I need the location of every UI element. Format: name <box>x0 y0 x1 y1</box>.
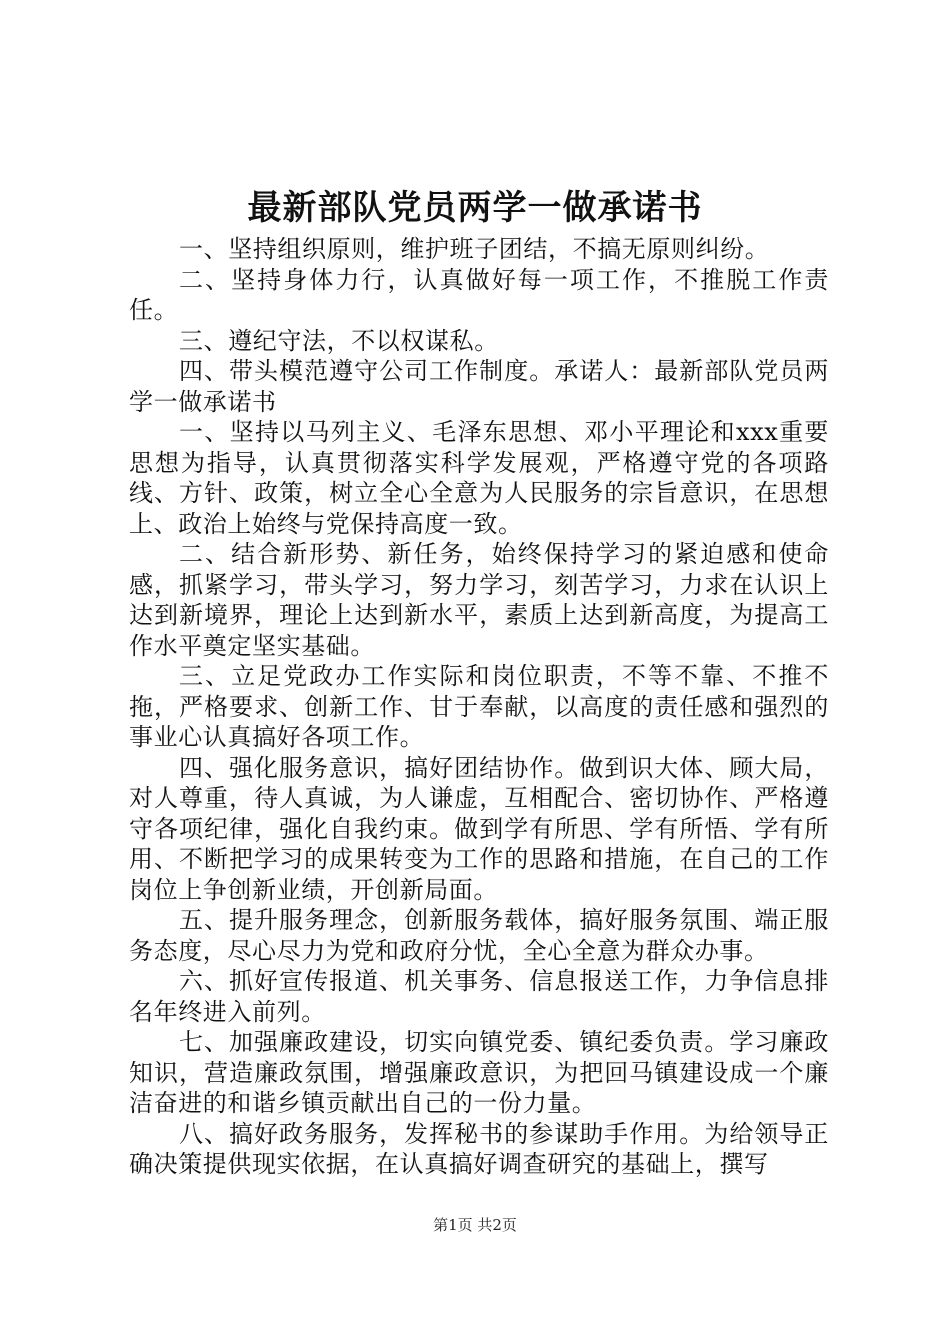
paragraph: 七、加强廉政建设，切实向镇党委、镇纪委负责。学习廉政知识，营造廉政氛围，增强廉政意识，为把回马镇建设成一个廉洁奋进的和谐乡镇贡献出自己的一份力量。 <box>129 1028 829 1117</box>
paragraph: 八、搞好政务服务，发挥秘书的参谋助手作用。为给领导正确决策提供现实依据，在认真搞好调查研究的基础上，撰写 <box>129 1119 829 1178</box>
document-title: 最新部队党员两学一做承诺书 <box>247 188 703 228</box>
paragraph: 二、结合新形势、新任务，始终保持学习的紧迫感和使命感，抓紧学习，带头学习，努力学习，刻苦学习，力求在认识上达到新境界，理论上达到新水平，素质上达到新高度，为提高工作水平奠定坚实基础。 <box>129 540 829 660</box>
paragraph: 三、遵纪守法，不以权谋私。 <box>179 326 499 355</box>
page-footer: 第1页 共2页 <box>433 1216 517 1234</box>
paragraph: 四、带头模范遵守公司工作制度。承诺人：最新部队党员两学一做承诺书 <box>129 357 829 416</box>
document-body <box>129 234 829 1180</box>
paragraph: 一、坚持组织原则，维护班子团结，不搞无原则纠纷。 <box>179 235 770 263</box>
paragraph: 二、坚持身体力行，认真做好每一项工作，不推脱工作责任。 <box>129 265 829 324</box>
paragraph: 五、提升服务理念，创新服务载体，搞好服务氛围、端正服务态度，尽心尽力为党和政府分忧，全心全意为群众办事。 <box>129 906 829 965</box>
paragraph: 三、立足党政办工作实际和岗位职责，不等不靠、不推不拖，严格要求、创新工作、甘于奉献，以高度的责任感和强烈的事业心认真搞好各项工作。 <box>129 662 829 751</box>
paragraph: 一、坚持以马列主义、毛泽东思想、邓小平理论和xxx重要思想为指导，认真贯彻落实科学发展观，严格遵守党的各项路线、方针、政策，树立全心全意为人民服务的宗旨意识，在思想上、政治上始终与党保持高度一致。 <box>129 418 829 538</box>
paragraph: 四、强化服务意识，搞好团结协作。做到识大体、顾大局，对人尊重，待人真诚，为人谦虚，互相配合、密切协作、严格遵守各项纪律，强化自我约束。做到学有所思、学有所悟、学有所用、不断把学习的成果转变为工作的思路和措施，在自己的工作岗位上争创新业绩，开创新局面。 <box>129 753 829 904</box>
paragraph: 六、抓好宣传报道、机关事务、信息报送工作，力争信息排名年终进入前列。 <box>129 967 829 1026</box>
